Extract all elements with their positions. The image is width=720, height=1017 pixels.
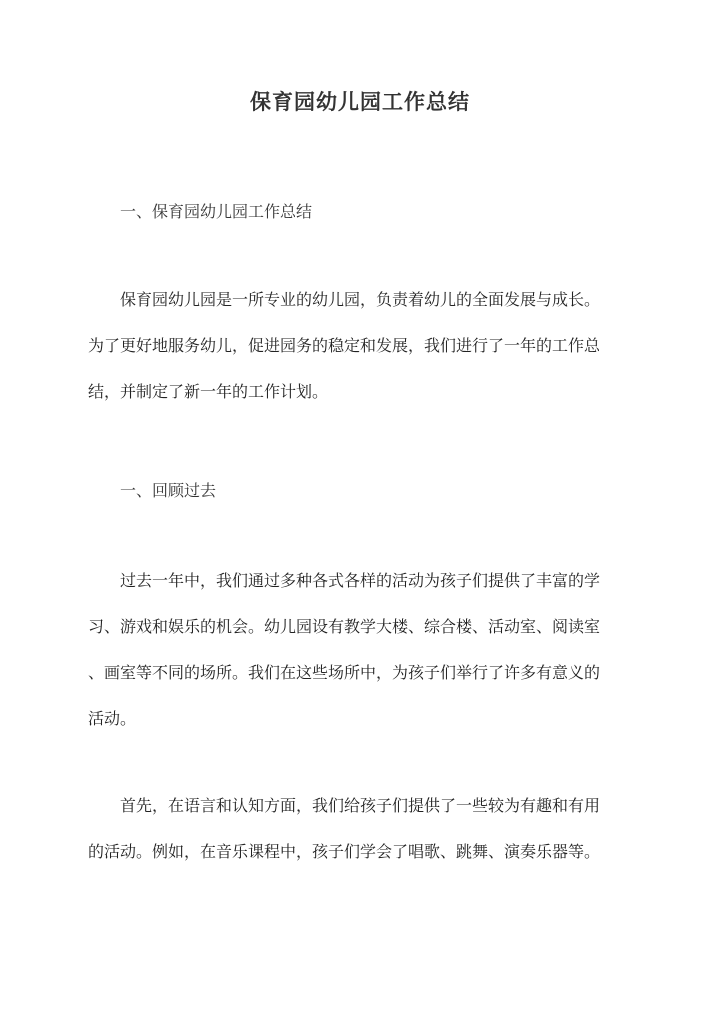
paragraph-line: 活动。 <box>88 709 137 728</box>
section-heading-review: 一、回顾过去 <box>120 481 217 500</box>
paragraph-line: 为了更好地服务幼儿，促进园务的稳定和发展，我们进行了一年的工作总 <box>88 336 601 355</box>
paragraph-line: 首先，在语言和认知方面，我们给孩子们提供了一些较为有趣和有用 <box>120 796 601 815</box>
section-heading-summary: 一、保育园幼儿园工作总结 <box>120 202 313 221</box>
paragraph-intro <box>88 277 636 415</box>
paragraph-line: 的活动。例如，在音乐课程中，孩子们学会了唱歌、跳舞、演奏乐器等。 <box>88 842 601 861</box>
paragraph-line: 结，并制定了新一年的工作计划。 <box>88 382 329 401</box>
paragraph-line: 习、游戏和娱乐的机会。幼儿园设有教学大楼、综合楼、活动室、阅读室 <box>88 617 601 636</box>
document-title: 保育园幼儿园工作总结 <box>250 89 470 114</box>
paragraph-line: 保育园幼儿园是一所专业的幼儿园，负责着幼儿的全面发展与成长。 <box>120 290 601 309</box>
paragraph-line: 过去一年中，我们通过多种各式各样的活动为孩子们提供了丰富的学 <box>120 571 601 590</box>
paragraph-review <box>88 558 636 742</box>
paragraph-language <box>88 783 636 875</box>
paragraph-line: 、画室等不同的场所。我们在这些场所中，为孩子们举行了许多有意义的 <box>88 663 601 682</box>
